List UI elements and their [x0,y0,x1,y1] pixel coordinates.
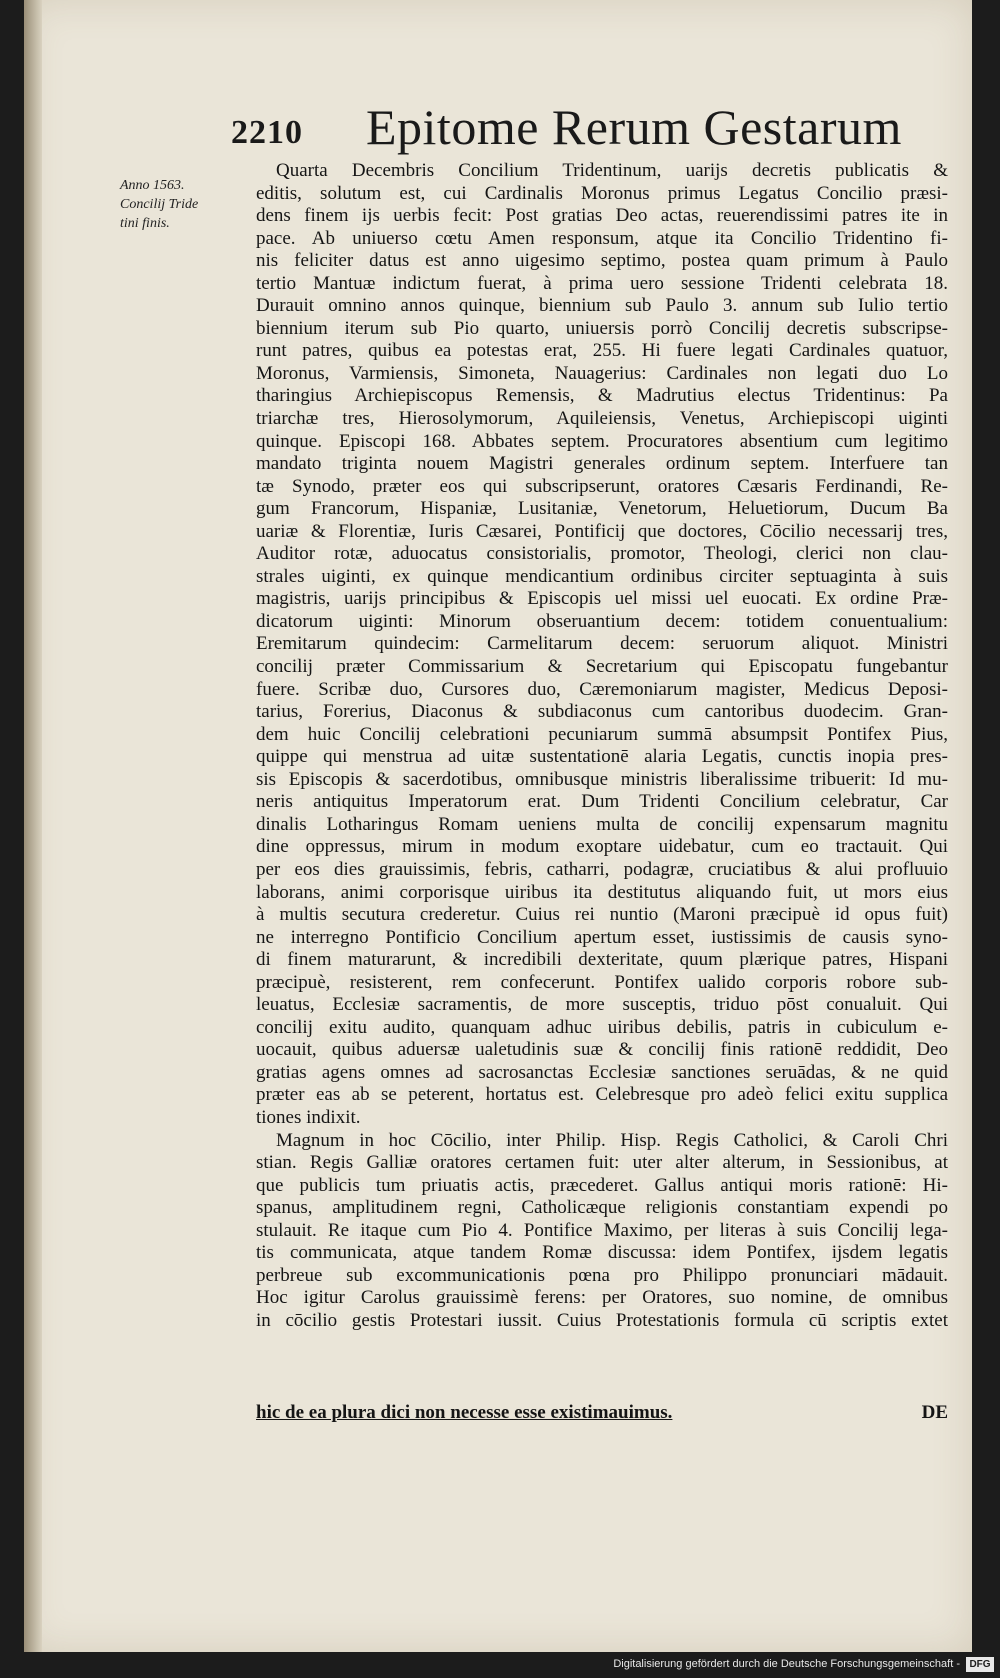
text-line: præter eas ab se peterent, hortatus est. Celebresque pro adeò felici exitu supplica [256,1084,948,1106]
text-line: in cōcilio gestis Protestari iussit. Cuius Protestationis formula cū scriptis extet [256,1309,948,1331]
dfg-logo: DFG [966,1657,994,1672]
text-line: dicatorum uiginti: Minorum obseruantium decem: totidem conuentualium: [256,610,948,632]
text-line: laborans, animi corporisque uiribus ita destitutus aliquando fuit, ut mors eius [256,881,948,903]
text-line: que publicis tum priuatis actis, præcederet. Gallus antiqui moris rationē: Hi- [256,1174,948,1196]
text-line: fuere. Scribæ duo, Cursores duo, Cæremoniarum magister, Medicus Deposi- [256,678,948,700]
text-line: stian. Regis Galliæ oratores certamen fuit: uter alter alterum, in Sessionibus, at [256,1152,948,1174]
page-binding-edge [24,0,42,1652]
text-line: magistris, uarijs principibus & Episcopis uel missi uel euocati. Ex ordine Præ- [256,588,948,610]
text-line: mandato triginta nouem Magistri generales ordinum septem. Interfuere tan [256,453,948,475]
digitization-footer [0,1652,1000,1678]
text-line: uariæ & Florentiæ, Iuris Cæsarei, Pontificij que doctores, Cōcilio necessarij tres, [256,520,948,542]
text-line: Eremitarum quindecim: Carmelitarum decem: seruorum aliquot. Ministri [256,633,948,655]
text-line: perbreue sub excommunicationis pœna pro Philippo pronunciari mādauit. [256,1264,948,1286]
text-line: uocauit, quibus aduersæ ualetudinis suæ & concilij finis rationē reddidit, Deo [256,1039,948,1061]
text-line: triarchæ tres, Hierosolymorum, Aquileiensis, Venetus, Archiepiscopi uiginti [256,408,948,430]
text-line: dem huic Concilij celebrationi pecuniarum summā absumpsit Pontifex Pius, [256,723,948,745]
text-line: runt patres, quibus ea potestas erat, 255. Hi fuere legati Cardinales quatuor, [256,340,948,362]
text-line: Moronus, Varmiensis, Simoneta, Nauagerius: Cardinales non legati duo Lo [256,362,948,384]
margin-note [120,176,256,233]
text-line: Durauit omnino annos quinque, biennium sub Paulo 3. annum sub Iulio tertio [256,295,948,317]
text-line: Quarta Decembris Concilium Tridentinum, uarijs decretis publicatis & [276,160,948,181]
text-line: leuatus, Ecclesiæ sacramentis, de more susceptis, triduo pōst conualuit. Qui [256,994,948,1016]
footer-credit-text: Digitalisierung gefördert durch die Deutsche Forschungsgemeinschaft - [613,1658,960,1670]
text-line: tis communicata, atque tandem Romæ discussa: idem Pontifex, ijsdem legatis [256,1242,948,1264]
text-line: Hoc igitur Carolus grauissimè ferens: per Oratores, suo nomine, de omnibus [256,1287,948,1309]
text-line: strales uiginti, ex quinque mendicantium ordinibus circiter septuaginta à suis [256,565,948,587]
page-header [24,98,972,158]
margin-note-line: Anno 1563. [120,178,185,193]
text-line: dens finem ijs uerbis fecit: Post gratias Deo actas, reuerendissimi patres ite in [256,205,948,227]
text-line: pace. Ab uniuerso cœtu Amen responsum, atque ita Concilio Tridentino fi- [256,227,948,249]
text-line: dine oppressus, mirum in modum exoptare uidebatur, cum eo tractauit. Qui [256,836,948,858]
text-line: biennium iterum sub Pio quarto, uniuersis porrò Concilij decretis subscripse- [256,317,948,339]
text-line: dinalis Lotharingus Romam ueniens multa de concilij expensarum magnitu [256,813,948,835]
text-line: sis Episcopis & sacerdotibus, omnibusque ministris liberalissime tribuerit: Id mu- [256,768,948,790]
text-line: per eos dies grauissimis, febris, catharri, podagræ, cruciatibus & alui profluuio [256,858,948,880]
margin-note-line: tini finis. [120,216,170,231]
text-line: præcipuè, resisterent, rem confecerunt. Pontifex ualido corporis robore sub- [256,971,948,993]
text-line: tharingius Archiepiscopus Remensis, & Madrutius electus Tridentinus: Pa [256,385,948,407]
text-line: di finem maturarunt, & incredibili dexteritate, quum plærique patres, Hispani [256,949,948,971]
text-line: gratias agens omnes ad sacrosanctas Ecclesiæ sanctiones seruādas, & ne quid [256,1061,948,1083]
text-line: concilij præter Commissarium & Secretarium qui Episcopatu fungebantur [256,656,948,678]
text-line: concilij exitu audito, quanquam adhuc uiribus debilis, patris in cubiculum e- [256,1016,948,1038]
catchword: DE [921,1402,948,1423]
text-line: editis, solutum est, cui Cardinalis Moronus primus Legatus Concilio præsi- [256,182,948,204]
text-line: tertio Mantuæ indictum fuerat, à prima uero sessione Tridenti celebrata 18. [256,272,948,294]
running-title: Epitome Rerum Gestarum [366,99,902,155]
text-line: tiones indixit. [256,1106,361,1128]
text-line: à multis secutura crederetur. Cuius rei nuntio (Maroni præcipuè id opus fuit) [256,904,948,926]
text-line: ne interregno Pontificio Concilium apertum esset, iustissimis de causis syno- [256,926,948,948]
text-line: quinque. Episcopi 168. Abbates septem. Procuratores absentium cum legitimo [256,430,948,452]
text-line: tarius, Forerius, Diaconus & subdiaconus cum cantoribus duodecim. Gran- [256,701,948,723]
text-line: tæ Synodo, præter eos qui subscripserunt, oratores Cæsaris Ferdinandi, Re- [256,475,948,497]
text-line: Auditor rotæ, aduocatus consistorialis, promotor, Theologi, clerici non clau- [256,543,948,565]
text-line: neris antiquitus Imperatorum erat. Dum Tridenti Concilium celebratur, Car [256,791,948,813]
text-line: stulauit. Re itaque cum Pio 4. Pontifice Maximo, per literas à suis Concilij lega- [256,1219,948,1241]
book-page [24,0,972,1652]
text-line: Magnum in hoc Cōcilio, inter Philip. Hisp. Regis Catholici, & Caroli Chri [276,1129,948,1151]
text-line: gum Francorum, Hispaniæ, Lusitaniæ, Venetorum, Heluetiorum, Ducum Ba [256,498,948,520]
text-line: quippe qui menstrua ad uitæ sustentationē alaria Legatis, cunctis inopia pres- [256,746,948,768]
text-line: nis feliciter datus est anno uigesimo septimo, postea quam primum à Paulo [256,250,948,272]
margin-note-line: Concilij Tride [120,197,199,212]
last-line-text: hic de ea plura dici non necesse esse existimauimus. [256,1402,673,1423]
last-line-row [256,1402,948,1426]
body-text [256,160,948,1332]
page-number: 2210 [231,114,303,151]
text-line: spanus, amplitudinem regni, Catholicæque religionis constantiam expendi po [256,1197,948,1219]
